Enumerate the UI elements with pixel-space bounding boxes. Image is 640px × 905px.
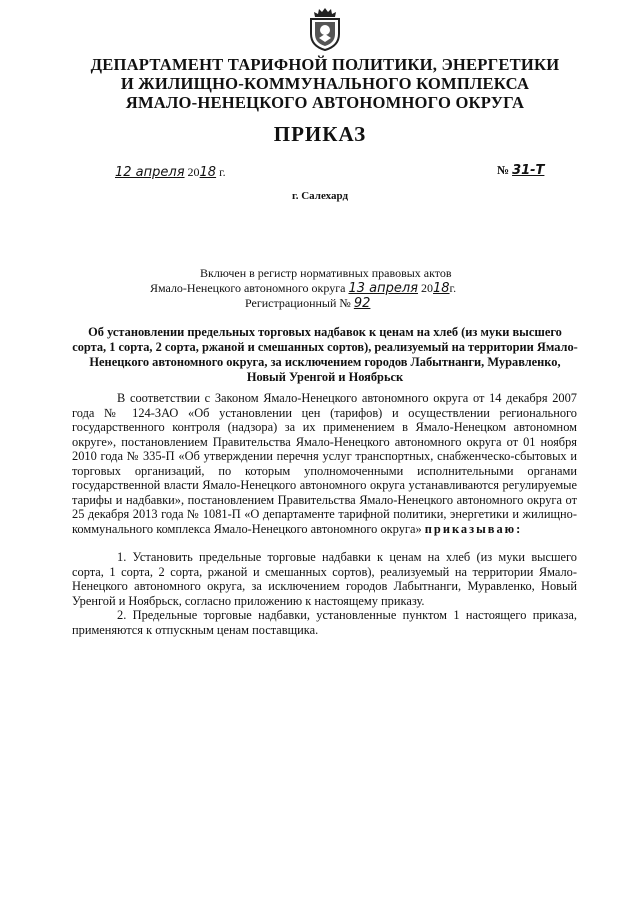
registry-g: г. — [449, 281, 457, 295]
order-date-g: г. — [216, 165, 226, 179]
order-date — [115, 165, 226, 180]
header-line-2: И ЖИЛИЩНО-КОММУНАЛЬНОГО КОМПЛЕКСА — [120, 74, 530, 93]
registry-line-1: Включен в регистр нормативных правовых актов — [200, 266, 452, 280]
city-name: г. Салехард — [291, 190, 349, 202]
header-line-1: ДЕПАРТАМЕНТ ТАРИФНОЙ ПОЛИТИКИ, ЭНЕРГЕТИКИ — [90, 55, 560, 74]
registry-date: 13 апреля — [348, 281, 418, 296]
registry-block — [150, 266, 550, 311]
order-number — [497, 163, 544, 178]
coat-of-arms-emblem-icon — [305, 6, 345, 52]
department-header — [40, 55, 610, 112]
registry-year-prefix: 20 — [421, 281, 433, 295]
order-date-day-month: 12 апреля — [115, 165, 185, 180]
registry-line-2 — [150, 281, 550, 296]
order-date-year: 18 — [199, 165, 217, 180]
registry-number: 92 — [353, 296, 371, 311]
preamble-paragraph — [72, 391, 577, 536]
order-item-1: 1. Установить предельные торговые надбавки к ценам на хлеб (из муки высшего сорта, 1 сорта, 2 сорта, ржаной и смешанных сортов), реализуемый на территории Ямало-Ненецкого автономного округа, за исключением городов Лабытнанги, Муравленко, Новый Уренгой и Ноябрьск, согласно приложению к настоящему приказу. — [72, 550, 577, 608]
order-date-year-prefix: 20 — [187, 165, 200, 179]
order-body — [72, 391, 577, 637]
document-title: ПРИКАЗ — [273, 122, 367, 146]
order-number-value: 31-Т — [512, 163, 545, 178]
registry-line-2-prefix: Ямало-Ненецкого автономного округа — [150, 281, 346, 295]
registry-line-3 — [150, 296, 550, 311]
order-word: приказываю: — [424, 521, 523, 536]
registry-year: 18 — [433, 281, 450, 296]
header-line-3: ЯМАЛО-НЕНЕЦКОГО АВТОНОМНОГО ОКРУГА — [125, 93, 525, 112]
order-number-label: № — [497, 163, 510, 177]
order-item-2: 2. Предельные торговые надбавки, установленные пунктом 1 настоящего приказа, применяются к отпускным ценам поставщика. — [72, 608, 577, 637]
order-subject: Об установлении предельных торговых надбавок к ценам на хлеб (из муки высшего сорта, 1 сорта, 2 сорта, ржаной и смешанных сортов), реализуемый на территории Ямало-Ненецкого автономного округа, за исключением городов Лабытнанги, Муравленко, Новый Уренгой и Ноябрьск — [72, 325, 578, 384]
registry-number-label: Регистрационный № — [245, 296, 351, 310]
preamble-text: В соответствии с Законом Ямало-Ненецкого автономного округа от 14 декабря 2007 года № 124-ЗАО «Об установлении цен (тарифов) и осуществлении регионального государственного контроля (надзора) за их применением в Ямало-Ненецком автономном округе», постановлением Правительства Ямало-Ненецкого автономного округа от 01 ноября 2010 года № 335-П «Об утверждении перечня услуг транспортных, снабженческо-сбытовых и торговых организаций, по которым уполномоченными исполнительными органами государственной власти Ямало-Ненецкого автономного округа устанавливаются регулируемые тарифы и надбавки», постановлением Правительства Ямало-Ненецкого автономного округа от 25 декабря 2013 года № 1081-П «О департаменте тарифной политики, энергетики и жилищно-коммунального комплекса Ямало-Ненецкого автономного округа» — [72, 391, 577, 536]
